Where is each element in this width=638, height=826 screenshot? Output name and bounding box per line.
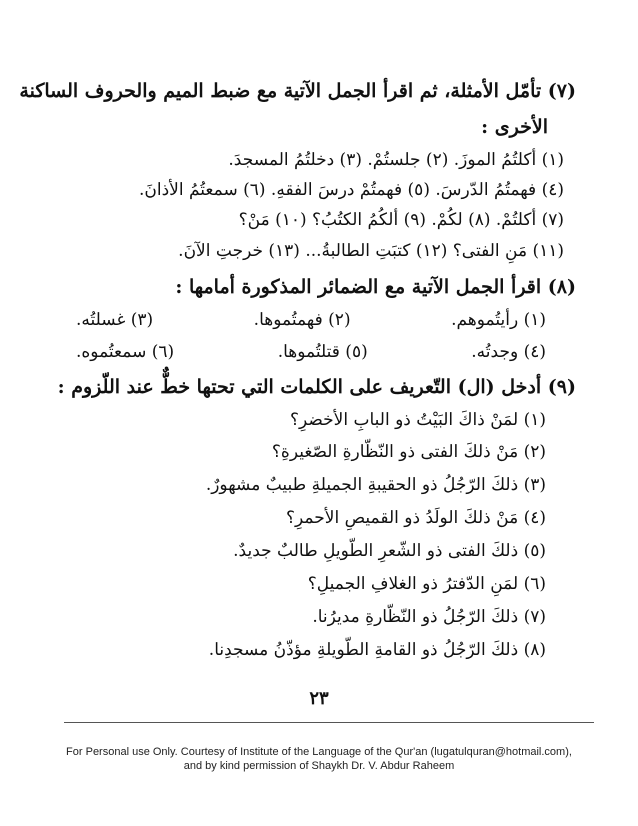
exercise-line: (٦) لمَنِ الدّفترُ ذو الغلافِ الجميلِ؟ xyxy=(307,574,546,594)
exercise-item: (٣) غسلتُه. xyxy=(76,310,154,330)
section-9-title: (٩) أدخل (ال) التّعريف على الكلمات التي تحتها خطٌّ عند اللّزوم : xyxy=(57,376,576,398)
exercise-line: (٥) ذلكَ الفتى ذو الشّعرِ الطّويلِ طالبٌ جديدٌ. xyxy=(233,541,546,561)
section-7-title: (٧) تأمّل الأمثلة، ثم اقرأ الجمل الآتية مع ضبط الميم والحروف الساكنة xyxy=(19,80,576,102)
exercise-line: (١) لمَنْ ذاكَ البَيْتُ ذو البابِ الأخضرِ؟ xyxy=(289,410,546,430)
exercise-line: (٧) ذلكَ الرّجُلُ ذو النّظّارةِ مديرُنا. xyxy=(312,607,546,627)
exercise-item: (١) رأيتُموهم. xyxy=(451,310,546,330)
exercise-line: (٣) ذلكَ الرّجُلُ ذو الحقيبةِ الجميلةِ طبيبٌ مشهورٌ. xyxy=(205,475,546,495)
exercise-line: (١) أكلتُمُ الموزَ. (٢) جلستُمْ. (٣) دخلتُمُ المسجدَ. xyxy=(228,150,564,170)
page-number: ٢٣ xyxy=(309,688,329,709)
exercise-item: (٦) سمعتُموه. xyxy=(76,342,175,362)
exercise-item: (٤) وجدتُه. xyxy=(471,342,546,362)
exercise-item: (٢) فهمتُموها. xyxy=(253,310,351,330)
exercise-row xyxy=(76,342,546,362)
exercise-line: (٤) فهمتُمُ الدّرسَ. (٥) فهمتُمْ درسَ الفقهِ. (٦) سمعتُمُ الأذانَ. xyxy=(138,180,564,200)
exercise-line: (٧) أكلتُمْ. (٨) لكُمْ. (٩) ألكُمُ الكتُبُ؟ (١٠) مَنْ؟ xyxy=(238,210,564,230)
footer-line: For Personal use Only. Courtesy of Institute of the Language of the Qur'an (lugatulquran@hotmail.com), xyxy=(66,746,572,758)
section-8-title: (٨) اقرأ الجمل الآتية مع الضمائر المذكورة أمامها : xyxy=(175,276,576,298)
exercise-line: (١١) مَنِ الفتى؟ (١٢) كتبَتِ الطالبةُ... (١٣) خرجتِ الآنَ. xyxy=(178,241,564,261)
footer-line: and by kind permission of Shaykh Dr. V. Abdur Raheem xyxy=(183,760,455,772)
exercise-line: (٢) مَنْ ذلكَ الفتى ذو النّظّارةِ الصّغيرةِ؟ xyxy=(271,442,546,462)
exercise-line: (٤) مَنْ ذلكَ الولَدُ ذو القميصِ الأحمرِ؟ xyxy=(286,508,546,528)
exercise-row xyxy=(76,310,546,330)
footer-note xyxy=(40,745,598,773)
footer-divider xyxy=(64,722,594,723)
section-7-title-cont: الأخرى : xyxy=(481,116,548,138)
exercise-item: (٥) قتلتُموها. xyxy=(277,342,368,362)
exercise-line: (٨) ذلكَ الرّجُلُ ذو القامةِ الطّويلةِ مؤذّنُ مسجدِنا. xyxy=(208,640,546,660)
